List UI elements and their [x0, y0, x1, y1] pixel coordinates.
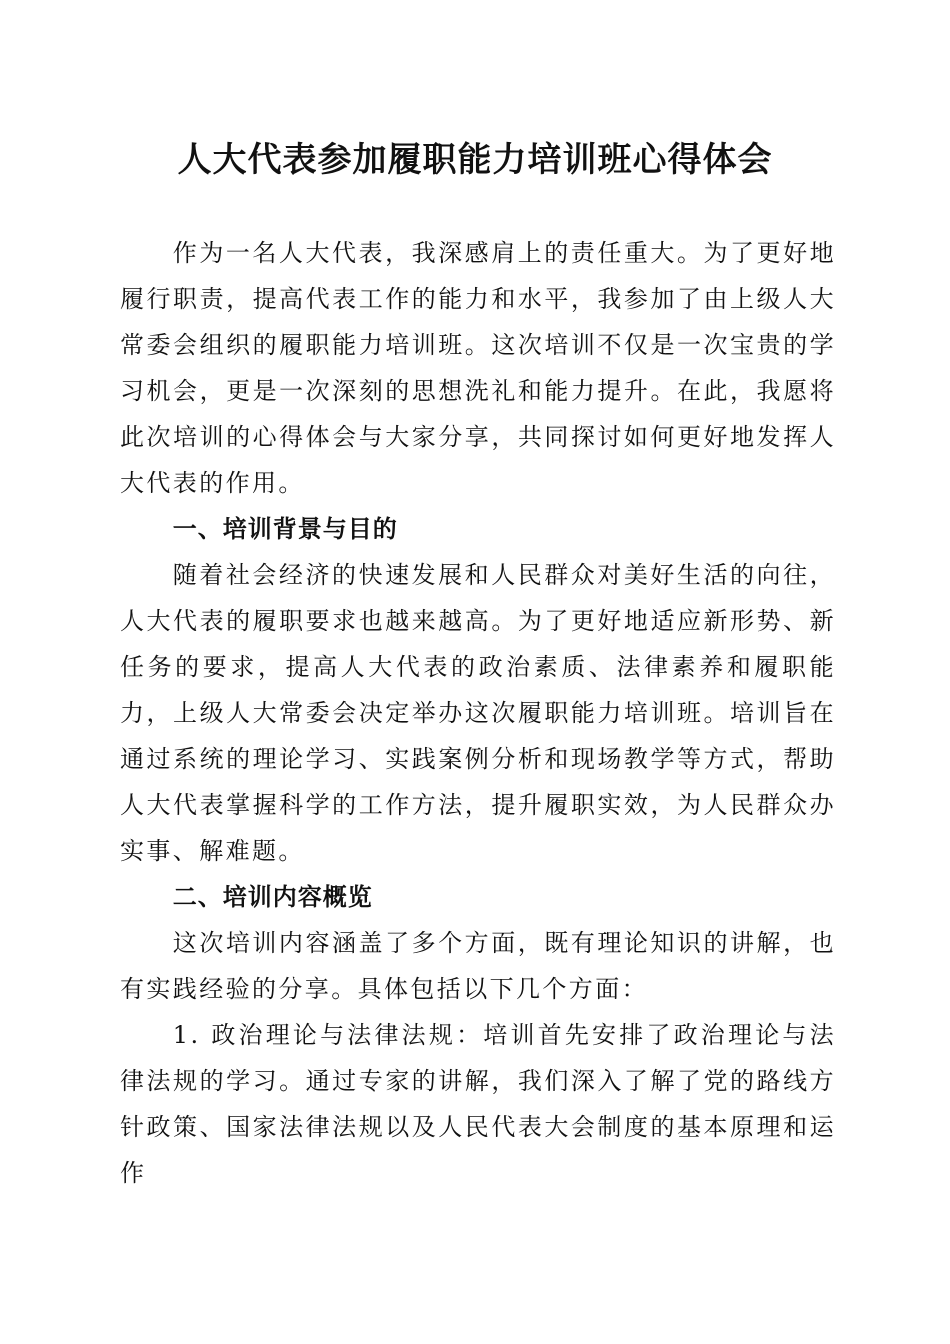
document-body [120, 230, 836, 1196]
paragraph-content-overview: 这次培训内容涵盖了多个方面，既有理论知识的讲解，也有实践经验的分享。具体包括以下几个方面： [120, 929, 836, 1003]
document-title: 人大代表参加履职能力培训班心得体会 [177, 140, 773, 180]
section-heading-content: 二、培训内容概览 [172, 883, 373, 911]
paragraph-background: 随着社会经济的快速发展和人民群众对美好生活的向往，人大代表的履职要求也越来越高。为了更好地适应新形势、新任务的要求，提高人大代表的政治素质、法律素养和履职能力，上级人大常委会决定举办这次履职能力培训班。培训旨在通过系统的理论学习、实践案例分析和现场教学等方式，帮助人大代表掌握科学的工作方法，提升履职实效，为人民群众办实事、解难题。 [120, 561, 836, 865]
paragraph-item-1: 1. 政治理论与法律法规：培训首先安排了政治理论与法律法规的学习。通过专家的讲解，我们深入了解了党的路线方针政策、国家法律法规以及人民代表大会制度的基本原理和运作 [120, 1021, 836, 1187]
paragraph-intro: 作为一名人大代表，我深感肩上的责任重大。为了更好地履行职责，提高代表工作的能力和水平，我参加了由上级人大常委会组织的履职能力培训班。这次培训不仅是一次宝贵的学习机会，更是一次深刻的思想洗礼和能力提升。在此，我愿将此次培训的心得体会与大家分享，共同探讨如何更好地发挥人大代表的作用。 [120, 239, 836, 497]
section-heading-background: 一、培训背景与目的 [172, 515, 398, 543]
